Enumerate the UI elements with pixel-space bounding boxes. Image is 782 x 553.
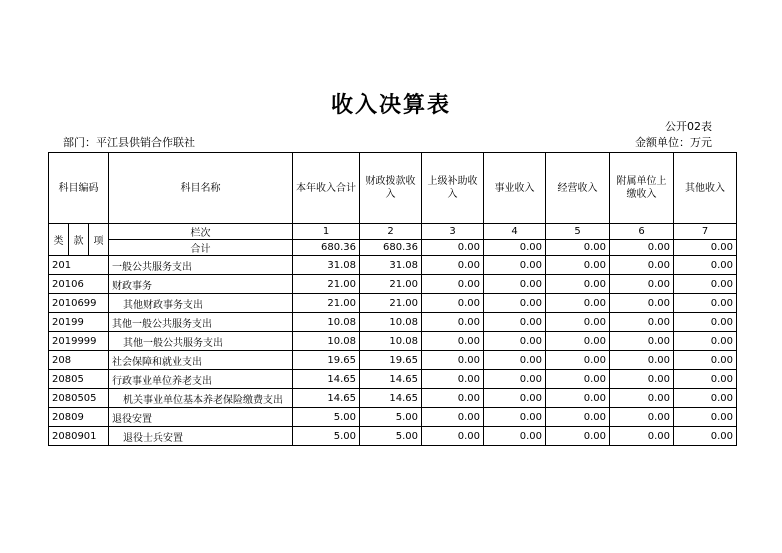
table-row [49,351,737,370]
row-code: 20805 [49,370,109,389]
page-title: 收入决算表 [330,93,451,118]
col-number: 7 [674,224,737,240]
total-value: 680.36 [293,240,360,256]
row-value: 5.00 [360,408,422,427]
header-col1: 本年收入合计 [293,153,360,224]
row-value: 0.00 [422,294,484,313]
row-value: 0.00 [546,313,610,332]
row-name: 其他一般公共服务支出 [109,332,293,351]
row-value: 0.00 [610,275,674,294]
row-value: 0.00 [546,256,610,275]
unit-label: 金额单位：万元 [635,136,712,149]
table-row [49,256,737,275]
row-value: 0.00 [546,427,610,446]
row-value: 0.00 [674,408,737,427]
row-name: 退役安置 [109,408,293,427]
row-value: 0.00 [610,389,674,408]
col-number: 3 [422,224,484,240]
table-row [49,370,737,389]
row-name: 其他财政事务支出 [109,294,293,313]
row-value: 0.00 [422,351,484,370]
row-name: 行政事业单位养老支出 [109,370,293,389]
row-value: 0.00 [674,294,737,313]
header-col5: 经营收入 [546,153,610,224]
row-value: 0.00 [422,389,484,408]
row-value: 31.08 [293,256,360,275]
lanci-label: 栏次 [109,224,293,240]
row-value: 0.00 [610,370,674,389]
header-col4: 事业收入 [484,153,546,224]
row-value: 0.00 [674,351,737,370]
table-row [49,294,737,313]
sub-header-kuan: 款 [69,224,89,256]
header-row [49,153,737,224]
row-value: 0.00 [484,389,546,408]
row-name: 一般公共服务支出 [109,256,293,275]
row-value: 14.65 [360,389,422,408]
row-value: 0.00 [546,370,610,389]
row-value: 10.08 [293,313,360,332]
row-value: 0.00 [422,427,484,446]
total-row [49,240,737,256]
row-code: 208 [49,351,109,370]
row-value: 5.00 [293,427,360,446]
row-value: 21.00 [293,294,360,313]
income-table [48,152,737,446]
row-value: 21.00 [360,294,422,313]
row-value: 0.00 [674,275,737,294]
table-row [49,275,737,294]
row-value: 0.00 [674,256,737,275]
row-name: 机关事业单位基本养老保险缴费支出 [109,389,293,408]
col-number: 2 [360,224,422,240]
row-value: 0.00 [610,427,674,446]
row-value: 31.08 [360,256,422,275]
row-value: 0.00 [422,313,484,332]
header-col3: 上级补助收入 [422,153,484,224]
row-value: 10.08 [293,332,360,351]
row-code: 201 [49,256,109,275]
row-value: 0.00 [674,370,737,389]
row-value: 0.00 [484,370,546,389]
header-code: 科目编码 [49,153,109,224]
row-value: 0.00 [484,275,546,294]
table-row [49,313,737,332]
sub-header-lei: 类 [49,224,69,256]
col-number: 1 [293,224,360,240]
row-value: 0.00 [422,332,484,351]
col-number: 6 [610,224,674,240]
row-value: 0.00 [484,332,546,351]
sub-header-xiang: 项 [89,224,109,256]
table-row [49,332,737,351]
row-name: 财政事务 [109,275,293,294]
row-value: 14.65 [293,389,360,408]
table-row [49,408,737,427]
row-value: 14.65 [293,370,360,389]
row-name: 退役士兵安置 [109,427,293,446]
header-col2: 财政拨款收入 [360,153,422,224]
form-number: 公开02表 [665,120,712,133]
row-value: 10.08 [360,313,422,332]
row-value: 21.00 [293,275,360,294]
department-label: 部门：平江县供销合作联社 [63,136,195,149]
row-name: 社会保障和就业支出 [109,351,293,370]
row-value: 0.00 [484,313,546,332]
row-value: 21.00 [360,275,422,294]
total-value: 680.36 [360,240,422,256]
row-value: 0.00 [546,332,610,351]
row-value: 0.00 [546,389,610,408]
column-number-row [49,224,737,240]
row-name: 其他一般公共服务支出 [109,313,293,332]
row-value: 0.00 [484,408,546,427]
row-code: 20809 [49,408,109,427]
row-value: 0.00 [674,389,737,408]
row-value: 0.00 [546,408,610,427]
row-code: 2019999 [49,332,109,351]
row-value: 0.00 [610,351,674,370]
row-value: 0.00 [422,408,484,427]
row-value: 10.08 [360,332,422,351]
total-value: 0.00 [674,240,737,256]
row-value: 0.00 [484,351,546,370]
row-value: 5.00 [360,427,422,446]
row-value: 0.00 [422,275,484,294]
row-code: 20199 [49,313,109,332]
total-value: 0.00 [546,240,610,256]
row-code: 2080505 [49,389,109,408]
col-number: 5 [546,224,610,240]
row-code: 2010699 [49,294,109,313]
row-value: 0.00 [546,294,610,313]
total-label: 合计 [109,240,293,256]
row-value: 19.65 [360,351,422,370]
row-value: 0.00 [484,256,546,275]
total-value: 0.00 [484,240,546,256]
row-value: 0.00 [610,313,674,332]
total-value: 0.00 [610,240,674,256]
total-value: 0.00 [422,240,484,256]
row-value: 0.00 [484,427,546,446]
row-code: 20106 [49,275,109,294]
table-row [49,389,737,408]
row-value: 19.65 [293,351,360,370]
row-value: 0.00 [546,351,610,370]
row-value: 5.00 [293,408,360,427]
row-value: 0.00 [546,275,610,294]
header-name: 科目名称 [109,153,293,224]
row-value: 0.00 [674,332,737,351]
row-value: 0.00 [610,332,674,351]
col-number: 4 [484,224,546,240]
row-code: 2080901 [49,427,109,446]
header-col6: 附属单位上缴收入 [610,153,674,224]
row-value: 0.00 [610,408,674,427]
row-value: 0.00 [484,294,546,313]
table-row [49,427,737,446]
header-col7: 其他收入 [674,153,737,224]
row-value: 0.00 [674,313,737,332]
row-value: 14.65 [360,370,422,389]
row-value: 0.00 [422,370,484,389]
row-value: 0.00 [422,256,484,275]
row-value: 0.00 [674,427,737,446]
row-value: 0.00 [610,294,674,313]
row-value: 0.00 [610,256,674,275]
